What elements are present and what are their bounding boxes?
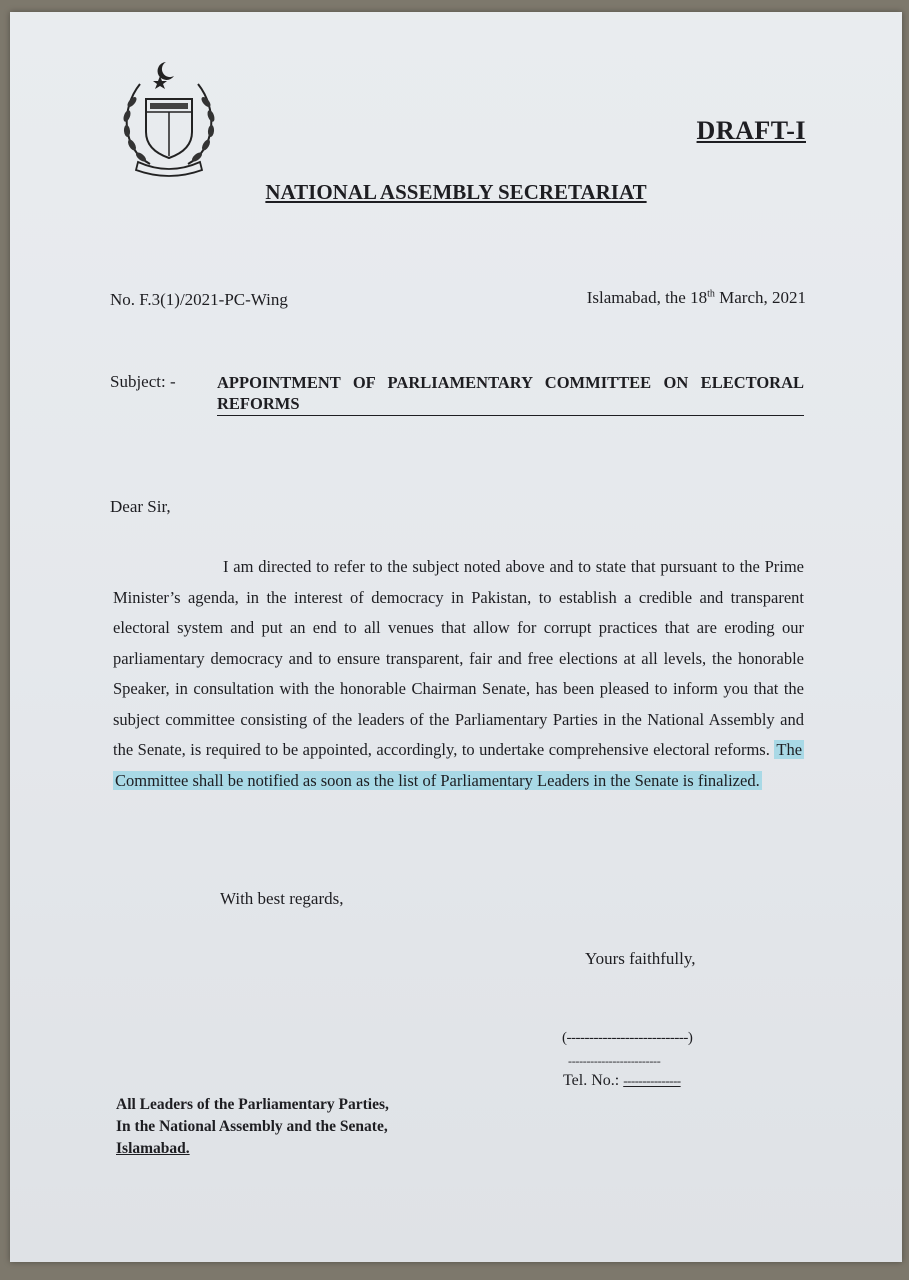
subject-text: APPOINTMENT OF PARLIAMENTARY COMMITTEE ON ELECTORAL REFORMS — [217, 372, 804, 416]
salutation: Dear Sir, — [110, 497, 171, 516]
highlighted-sentence: The Committee shall be notified as soon as the list of Parliamentary Leaders in the Senate is finalized. — [115, 740, 803, 790]
draft-label: DRAFT-I — [696, 116, 806, 145]
tel-label: Tel. No.: — [563, 1072, 624, 1089]
body-text: I am directed to refer to the subject noted above and to state that pursuant to the Prime Minister’s agenda, in the interest of democracy in Pakistan, to establish a credible and transparent electoral system and put an end to all venues that allow for corrupt practices that are eroding our parliamentary democracy and to ensure transparent, fair and free elections at all levels, the honorable Speaker, in consultation with the honorable Chairman Senate, has been pleased to inform you that the subject committee consisting of the leaders of the Parliamentary Parties in the National Assembly and the Senate, is required to be appointed, accordingly, to undertake comprehensive electoral reforms. — [113, 557, 804, 759]
subject-label: Subject: - — [110, 372, 176, 391]
organization-title: NATIONAL ASSEMBLY SECRETARIAT — [265, 180, 647, 204]
signature-name: (---------------------------) — [562, 1030, 693, 1046]
addressee-line-1: All Leaders of the Parliamentary Parties, — [116, 1096, 389, 1113]
reference-number: No. F.3(1)/2021-PC-Wing — [110, 290, 288, 309]
date-ordinal: th — [707, 288, 715, 300]
telephone — [563, 1072, 681, 1090]
letter-page — [10, 12, 902, 1262]
signature-designation: ------------------------- — [568, 1054, 661, 1068]
date-prefix: Islamabad, the 18 — [586, 288, 708, 307]
addressee-block — [116, 1094, 389, 1160]
addressee-line-3: Islamabad. — [116, 1140, 190, 1157]
closing-regards: With best regards, — [220, 889, 344, 908]
state-emblem-icon — [110, 54, 228, 178]
closing-yours: Yours faithfully, — [585, 949, 696, 968]
tel-value: --------------- — [623, 1073, 681, 1088]
addressee-line-2: In the National Assembly and the Senate, — [116, 1118, 388, 1135]
letter-date — [587, 288, 806, 308]
date-rest: March, 2021 — [714, 288, 806, 307]
body-paragraph — [113, 552, 804, 796]
